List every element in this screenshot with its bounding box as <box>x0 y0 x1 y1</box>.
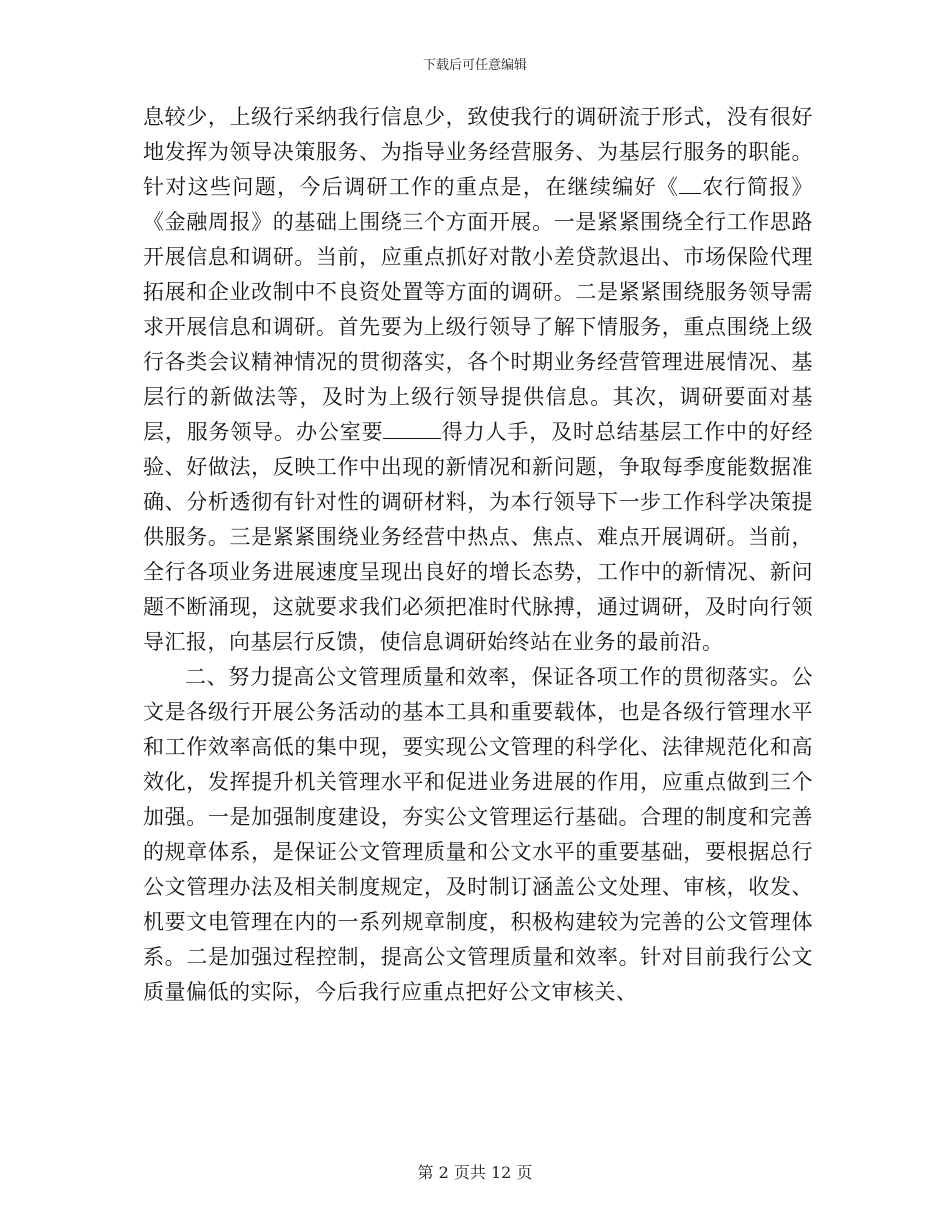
paragraph-1-part-c: 得力人手，及时总结基层工作中的好经验、好做法，反映工作中出现的新情况和新问题，争取每季度能数据准确、分析透彻有针对性的调研材料，为本行领导下一步工作科学决策提供服务。三是紧紧围绕业务经营中热点、焦点、难点开展调研。当前，全行各项业务进展速度呈现出良好的增长态势，工作中的新情况、新问题不断涌现，这就要求我们必须把准时代脉搏，通过调研，及时向行领导汇报，向基层行反馈，使信息调研始终站在业务的最前沿。 <box>143 420 814 654</box>
paragraph-1-part-b: 农行简报》《金融周报》的基础上围绕三个方面开展。一是紧紧围绕全行工作思路开展信息和调研。当前，应重点抓好对散小差贷款退出、市场保险代理拓展和企业改制中不良资处置等方面的调研。二是紧紧围绕服务领导需求开展信息和调研。首先要为上级行领导了解下情服务，重点围绕上级行各类会议精神情况的贯彻落实，各个时期业务经营管理进展情况、基层行的新做法等，及时为上级行领导提供信息。其次，调研要面对基层，服务领导。办公室要 <box>143 175 814 444</box>
page-header: 下载后可任意编辑 <box>422 58 527 73</box>
blank-underline <box>383 420 441 439</box>
paragraph-1 <box>143 100 813 660</box>
paragraph-1-part-a: 息较少，上级行采纳我行信息少，致使我行的调研流于形式，没有很好地发挥为领导决策服务、为指导业务经营服务、为基层行服务的职能。针对这些问题，今后调研工作的重点是，在继续编好《 <box>143 105 813 199</box>
page-number: 第 2 页共 12 页 <box>417 1163 533 1182</box>
document-body <box>143 100 813 1010</box>
paragraph-2: 二、努力提高公文管理质量和效率，保证各项工作的贯彻落实。公文是各级行开展公务活动的基本工具和重要载体，也是各级行管理水平和工作效率高低的集中现，要实现公文管理的科学化、法律规范化和高效化，发挥提升机关管理水平和促进业务进展的作用，应重点做到三个加强。一是加强制度建设，夯实公文管理运行基础。合理的制度和完善的规章体系，是保证公文管理质量和公文水平的重要基础，要根据总行公文管理办法及相关制度规定，及时制订涵盖公文处理、审核，收发、机要文电管理在内的一系列规章制度，积极构建较为完善的公文管理体系。二是加强过程控制，提高公文管理质量和效率。针对目前我行公文质量偏低的实际，今后我行应重点把好公文审核关、 <box>143 665 813 1004</box>
blank-underline <box>679 175 701 194</box>
